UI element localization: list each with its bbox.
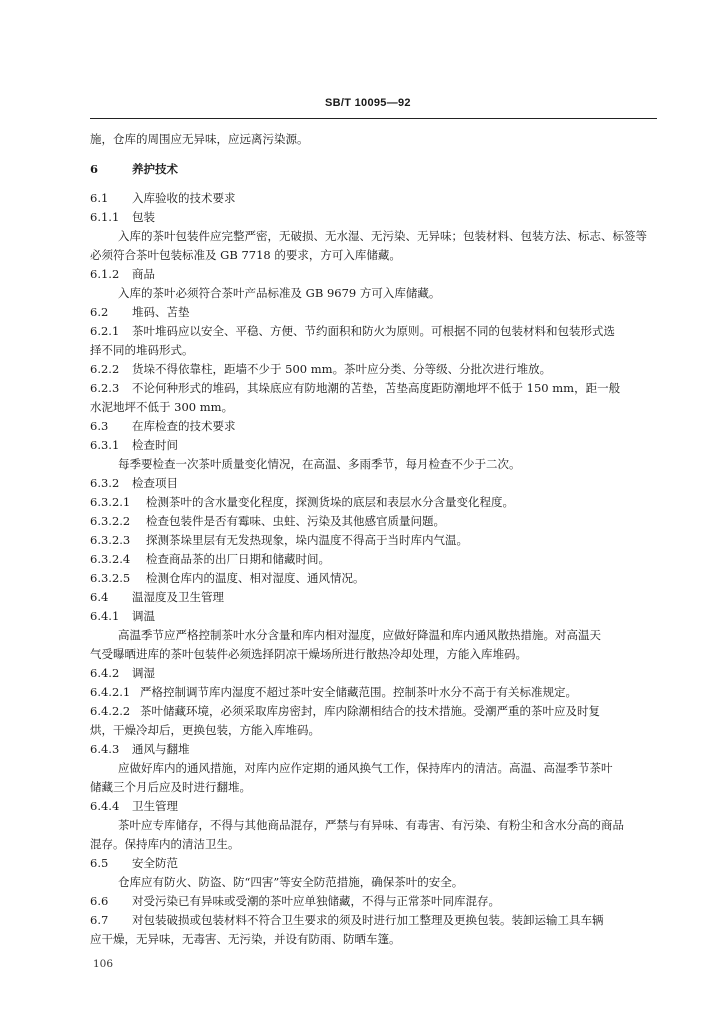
section-number: 6.3.1 [90,438,120,452]
subsection-heading [90,742,660,756]
section-title: 入库验收的技术要求 [132,191,236,205]
clause-line [90,533,660,547]
clause-text: 货垛不得依靠柱，距墙不少于 500 mm。茶叶应分类、分等级、分批次进行堆放。 [132,362,552,376]
clause-number: 6.3.2.4 [90,552,131,566]
section-number: 6.4.1 [90,609,120,623]
clause-text: 不论何种形式的堆码，其垛底应有防地潮的苫垫，苫垫高度距防潮地坪不低于 150 mm，距一般 [132,381,621,395]
subsection-heading [90,305,660,319]
section-number: 6.5 [90,856,109,870]
section-title: 调温 [132,609,155,623]
subsection-heading [90,666,660,680]
section-title: 通风与翻堆 [132,742,190,756]
clause-text: 对受污染已有异味或受潮的茶叶应单独储藏，不得与正常茶叶同库混存。 [132,894,500,908]
paragraph-line: 气受曝晒进库的茶叶包装件必须选择阴凉干燥场所进行散热冷却处理，方能入库堆码。 [90,647,527,661]
clause-text: 茶叶堆码应以安全、平稳、方便、节约面积和防火为原则。可根据不同的包装材料和包装形式选 [132,324,615,338]
header-rule [90,118,657,119]
subsection-heading [90,856,660,870]
section-number: 6.4 [90,590,109,604]
clause-number: 6.6 [90,894,109,908]
paragraph-line: 茶叶应专库储存，不得与其他商品混存，严禁与有异味、有毒害、有污染、有粉尘和含水分高的商品 [118,818,624,832]
paragraph-line: 混存。保持库内的清洁卫生。 [90,837,240,851]
clause-text: 对包装破损或包装材料不符合卫生要求的须及时进行加工整理及更换包装。装卸运输工具车辆 [132,913,604,927]
clause-text: 严格控制调节库内湿度不超过茶叶安全储藏范围。控制茶叶水分不高于有关标准规定。 [140,685,577,699]
paragraph-line: 每季要检查一次茶叶质量变化情况，在高温、多雨季节，每月检查不少于二次。 [118,457,521,471]
paragraph-line: 高温季节应严格控制茶叶水分含量和库内相对湿度，应做好降温和库内通风散热措施。对高温天 [118,628,601,642]
paragraph-line: 择不同的堆码形式。 [90,343,194,357]
clause-number: 6.7 [90,913,109,927]
clause-line [90,571,660,585]
section-title: 在库检查的技术要求 [132,419,236,433]
clause-number: 6.2.3 [90,381,120,395]
subsection-heading [90,191,660,205]
section-number: 6.4.4 [90,799,120,813]
paragraph-line: 必须符合茶叶包装标准及 GB 7718 的要求，方可入库储藏。 [90,248,401,262]
section-heading [90,162,660,176]
subsection-heading [90,799,660,813]
clause-number: 6.3.2.1 [90,495,131,509]
section-title: 卫生管理 [132,799,178,813]
clause-line [90,495,660,509]
section-title: 堆码、苫垫 [132,305,190,319]
section-number: 6.2 [90,305,109,319]
standard-code-header: SB/T 10095—92 [325,97,411,109]
subsection-heading [90,590,660,604]
paragraph-line: 水泥地坪不低于 300 mm。 [90,400,234,414]
section-number: 6.1 [90,191,109,205]
paragraph-line: 储藏三个月后应及时进行翻堆。 [90,780,251,794]
section-title: 检查项目 [132,476,178,490]
clause-number: 6.3.2.2 [90,514,131,528]
section-number: 6.3.2 [90,476,120,490]
clause-number: 6.4.2.1 [90,685,131,699]
clause-text: 探测茶垛里层有无发热现象，垛内温度不得高于当时库内气温。 [146,533,468,547]
clause-number: 6.3.2.3 [90,533,131,547]
section-title: 包装 [132,210,155,224]
clause-number: 6.4.2.2 [90,704,131,718]
clause-line [90,894,660,908]
subsection-heading [90,419,660,433]
subsection-heading [90,609,660,623]
clause-text: 检测仓库内的温度、相对湿度、通风情况。 [146,571,365,585]
subsection-heading [90,476,660,490]
section-number: 6.1.2 [90,267,120,281]
clause-number: 6.2.1 [90,324,120,338]
paragraph-line: 仓库应有防火、防盗、防“四害”等安全防范措施，确保茶叶的安全。 [118,875,464,889]
section-title: 温湿度及卫生管理 [132,590,224,604]
paragraph-line: 应做好库内的通风措施，对库内应作定期的通风换气工作，保持库内的清洁。高温、高湿季节茶叶 [118,761,613,775]
section-title: 养护技术 [132,162,178,176]
clause-text: 检测茶叶的含水量变化程度，探测货垛的底层和表层水分含量变化程度。 [146,495,514,509]
clause-number: 6.3.2.5 [90,571,131,585]
paragraph-line: 入库的茶叶包装件应完整严密，无破损、无水湿、无污染、无异味；包装材料、包装方法、标志、标签等 [118,229,647,243]
section-title: 调湿 [132,666,155,680]
subsection-heading [90,210,660,224]
section-number: 6.4.2 [90,666,120,680]
clause-text: 检查商品茶的出厂日期和储藏时间。 [146,552,330,566]
section-number: 6.1.1 [90,210,120,224]
clause-line [90,324,660,338]
clause-line [90,913,660,927]
clause-line [90,514,660,528]
page-number: 106 [93,958,114,970]
clause-line [90,685,660,699]
clause-number: 6.2.2 [90,362,120,376]
clause-line [90,381,660,395]
clause-line [90,704,660,718]
section-title: 安全防范 [132,856,178,870]
section-number: 6.4.3 [90,742,120,756]
section-number: 6 [90,162,99,176]
paragraph-line: 烘，干燥冷却后，更换包装，方能入库堆码。 [90,723,320,737]
paragraph-line: 入库的茶叶必须符合茶叶产品标准及 GB 9679 方可入库储藏。 [118,286,441,300]
section-number: 6.3 [90,419,109,433]
section-title: 商品 [132,267,155,281]
clause-line [90,552,660,566]
paragraph-line: 应干燥，无异味，无毒害、无污染，并设有防雨、防晒车篷。 [90,932,401,946]
clause-text: 检查包装件是否有霉味、虫蛀、污染及其他感官质量问题。 [146,514,445,528]
section-title: 检查时间 [132,438,178,452]
paragraph-line: 施，仓库的周围应无异味，应远离污染源。 [90,132,309,146]
clause-line [90,362,660,376]
subsection-heading [90,267,660,281]
clause-text: 茶叶储藏环境，必须采取库房密封，库内除潮相结合的技术措施。受潮严重的茶叶应及时复 [140,704,600,718]
subsection-heading [90,438,660,452]
